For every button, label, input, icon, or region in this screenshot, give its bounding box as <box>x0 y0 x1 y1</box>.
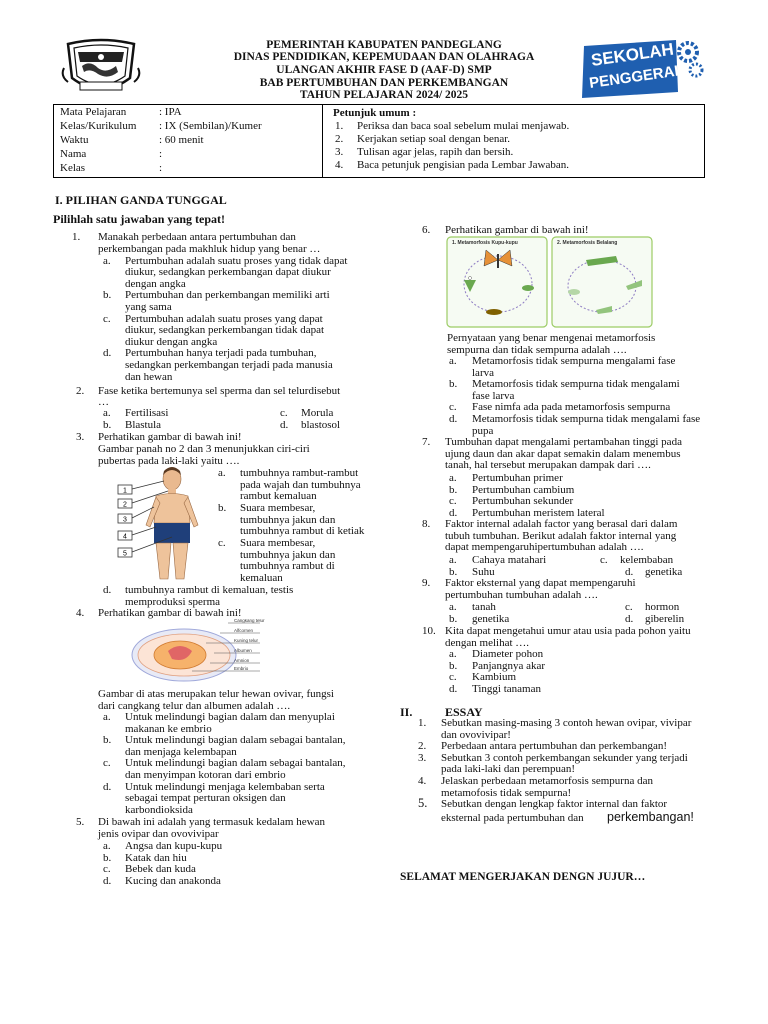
q2-stem-line: … <box>98 396 109 408</box>
essay-number: 3. <box>418 751 427 764</box>
q4-option-label: d. <box>103 780 112 793</box>
q7-stem-line: Tumbuhan dapat mengalami pertambahan tinggi pada <box>445 436 682 448</box>
q6-option-label: d. <box>449 413 458 425</box>
q3-option-d[interactable]: memproduksi sperma <box>125 595 221 608</box>
q6-option-label: c. <box>449 401 457 414</box>
q3-option-c[interactable]: tumbuhnya jakun dan <box>240 548 336 561</box>
q4-option-a[interactable]: Untuk melindungi bagian dalam dan menyuplai <box>125 711 335 723</box>
badge-line2: PENGGERAK <box>588 61 687 92</box>
essay-number: 2. <box>418 740 427 753</box>
q6-stem-line: Perhatikan gambar di bawah ini! <box>445 224 589 236</box>
q3-option-b[interactable]: tumbuhnya jakun dan <box>240 513 336 526</box>
essay-item-3: pada laki-laki dan perempuan! <box>441 763 576 776</box>
q2-stem-line: Fase ketika bertemunya sel sperma dan sel telurdisebut <box>98 385 341 397</box>
section1-instruction: Pilihlah satu jawaban yang tepat! <box>53 212 226 226</box>
q1-option-c[interactable]: Pertumbuhan adalah suatu proses yang dapat <box>125 312 323 325</box>
petunjuk-item: Kerjakan setiap soal dengan benar. <box>357 133 511 145</box>
q7-option-d[interactable]: Pertumbuhan meristem lateral <box>472 506 605 519</box>
boy-label-5: 5 <box>123 550 127 558</box>
egg-label: Albumen <box>234 648 252 653</box>
q10-option-label: b. <box>449 659 458 672</box>
essay-number: 4. <box>418 775 427 787</box>
q4-option-label: c. <box>103 757 111 770</box>
q1-option-label: d. <box>103 347 112 360</box>
essay-item-1: Sebutkan masing-masing 3 contoh hewan ovipar, vivipar <box>441 717 692 729</box>
badge-line1: SEKOLAH <box>589 39 675 70</box>
info-value-kelas-kurikulum: : IX (Sembilan)/Kumer <box>159 120 262 132</box>
metamorphosis-title-2: 2. Metamorfosis Belalang <box>557 240 618 246</box>
q9-stem-line: Faktor eksternal yang dapat mempengaruhi <box>445 577 636 589</box>
q10-option-label: a. <box>449 648 457 660</box>
q1-option-b[interactable]: yang sama <box>125 300 172 313</box>
q7-option-b[interactable]: Pertumbuhan cambium <box>472 483 575 496</box>
q4-option-label: a. <box>103 711 111 723</box>
info-value-waktu: : 60 menit <box>159 134 204 146</box>
q10-number: 10. <box>422 625 436 637</box>
essay-number: 1. <box>418 717 427 729</box>
essay-item-5: eksternal pada pertumbuhan dan <box>441 812 584 825</box>
q7-option-label: b. <box>449 483 458 496</box>
q8-number: 8. <box>422 518 431 530</box>
essay-number: 5. <box>418 796 428 811</box>
egg-label: Alfcornen <box>234 628 254 633</box>
petunjuk-num: 1. <box>335 120 344 132</box>
q1-stem-line: perkembangan pada makhluk hidup yang benar … <box>98 242 321 255</box>
q9-stem-line: pertumbuhan tumbuhan adalah …. <box>445 588 598 601</box>
q8-option-label: a. <box>449 554 457 566</box>
header-line-5: TAHUN PELAJARAN 2024/ 2025 <box>299 89 469 101</box>
q3-option-a[interactable]: tumbuhnya rambut-rambut <box>240 467 359 479</box>
info-box <box>53 104 705 178</box>
q5-option-label: c. <box>103 863 111 876</box>
petunjuk-item: Periksa dan baca soal sebelum mulai menjawab. <box>357 120 570 132</box>
q4-option-c[interactable]: dan menyimpan kotoran dari embrio <box>125 769 286 781</box>
q4-option-b[interactable]: Untuk melindungi bagian dalam sebagai bantalan, <box>125 734 346 747</box>
q6-option-d[interactable]: Metamorfosis tidak sempurna tidak mengalami fase <box>472 413 701 425</box>
q8-option-label: b. <box>449 566 458 578</box>
q1-option-label: b. <box>103 289 112 302</box>
q4-option-a[interactable]: makanan ke embrio <box>125 722 212 735</box>
egg-label: Kuning telur <box>234 638 259 643</box>
info-value-mapel: : IPA <box>159 106 182 118</box>
info-label-kelas-kurikulum: Kelas/Kurikulum <box>60 120 137 132</box>
q4-option-c[interactable]: Untuk melindungi bagian dalam sebagai bantalan, <box>125 757 346 770</box>
q3-option-label: d. <box>103 584 112 596</box>
q2-option-c[interactable]: Morula <box>301 407 334 419</box>
q10-option-label: d. <box>449 682 458 695</box>
q3-option-b[interactable]: tumbuhnya rambut di ketiak <box>240 525 365 538</box>
essay-item-5: Sebutkan dengan lengkap faktor internal dan faktor <box>441 798 668 811</box>
boy-puberty-image <box>116 467 212 583</box>
q3-option-label: a. <box>218 467 226 479</box>
header-line-3: ULANGAN AKHIR FASE D (AAF-D) SMP <box>276 64 492 76</box>
essay-item-3: Sebutkan 3 contoh perkembangan sekunder yang terjadi <box>441 751 688 764</box>
info-value-nama: : <box>159 148 163 160</box>
q10-option-d[interactable]: Tinggi tanaman <box>472 682 541 695</box>
q6-option-a[interactable]: larva <box>472 366 494 379</box>
q3-option-d[interactable]: tumbuhnya rambut di kemaluan, testis <box>125 584 294 596</box>
q9-option-label: b. <box>449 613 458 625</box>
boy-label-1: 1 <box>123 487 127 495</box>
q3-option-a[interactable]: pada wajah dan tumbuhnya <box>240 478 361 491</box>
q1-option-d[interactable]: Pertumbuhan hanya terjadi pada tumbuhan, <box>125 347 317 360</box>
q6-option-d[interactable]: pupa <box>472 424 494 437</box>
q1-stem-line: Manakah perbedaan antara pertumbuhan dan <box>98 231 296 243</box>
section2-title: ESSAY <box>445 705 483 719</box>
q1-option-c[interactable]: diukur, sedangkan perkembangan tidak dapat <box>125 324 325 337</box>
section2-number: II. <box>400 705 413 719</box>
q8-stem-line: dapat mempengaruhipertumbuhan adalah …. <box>445 541 644 554</box>
q6-option-b[interactable]: Metamorfosis tidak sempurna tidak mengalami <box>472 378 680 391</box>
q7-option-c[interactable]: Pertumbuhan sekunder <box>472 495 574 508</box>
q9-option-label: c. <box>625 601 633 613</box>
q5-stem-line: Di bawah ini adalah yang termasuk kedalam hewan <box>98 816 325 828</box>
q2-option-a[interactable]: Fertilisasi <box>125 407 169 419</box>
egg-label: Embrio <box>234 666 249 671</box>
q5-option-label: d. <box>103 874 112 887</box>
q1-option-label: a. <box>103 254 111 267</box>
petunjuk-num: 4. <box>335 159 344 171</box>
boy-label-3: 3 <box>123 516 127 524</box>
q1-option-label: c. <box>103 312 111 325</box>
q10-stem-line: Kita dapat mengetahui umur atau usia pada pohon yaitu <box>445 625 691 637</box>
q3-number: 3. <box>76 431 85 443</box>
q5-stem-line: jenis ovipar dan ovovivipar <box>98 828 219 840</box>
q3-option-c[interactable]: Suara membesar, <box>240 537 316 549</box>
essay-item-5-tail: perkembangan! <box>607 809 694 824</box>
q8-option-label: c. <box>600 554 608 566</box>
q7-stem-line: tanah, hal tersebut merupakan dampak dari …. <box>445 459 651 472</box>
q1-option-d[interactable]: sedangkan perkembangan terjadi pada manusia <box>125 358 333 371</box>
petunjuk-item: Tulisan agar jelas, rapih dan bersih. <box>357 146 514 158</box>
q4-option-b[interactable]: dan menjaga kelembapan <box>125 745 237 758</box>
q8-stem-line: tubuh tumbuhan. Berikut adalah faktor internal yang <box>445 529 677 542</box>
essay-item-1: dan ovovivipar! <box>441 728 511 741</box>
q7-option-label: a. <box>449 472 457 484</box>
petunjuk-item: Baca petunjuk pengisian pada Lembar Jawaban. <box>357 159 569 171</box>
q5-number: 5. <box>76 816 85 828</box>
header-line-2: DINAS PENDIDIKAN, KEPEMUDAAN DAN OLAHRAGA <box>233 51 535 63</box>
egg-label: Amnion <box>234 658 250 663</box>
q5-option-label: b. <box>103 851 112 864</box>
q8-option-b[interactable]: Suhu <box>472 566 495 578</box>
q4-number: 4. <box>76 607 85 619</box>
q4-stem-line: Gambar di atas merupakan telur hewan ovivar, fungsi <box>98 688 334 700</box>
q7-option-label: c. <box>449 495 457 508</box>
q5-option-label: a. <box>103 840 111 852</box>
q10-stem-line: dengan melihat …. <box>445 636 530 649</box>
q3-option-c[interactable]: tumbuhnya rambut di <box>240 560 335 573</box>
q7-option-a[interactable]: Pertumbuhan primer <box>472 472 563 484</box>
q6-option-a[interactable]: Metamorfosis tidak sempurna mengalami fase <box>472 355 676 367</box>
q2-number: 2. <box>76 385 85 397</box>
q8-option-label: d. <box>625 566 634 578</box>
sekolah-penggerak-logo <box>578 38 706 100</box>
closing-text: SELAMAT MENGERJAKAN DENGN JUJUR… <box>400 871 646 883</box>
q3-stem-line: Perhatikan gambar di bawah ini! <box>98 431 242 443</box>
q6-stem-line: Pernyataan yang benar mengenai metamorfosis <box>447 332 656 344</box>
header-line-1: PEMERINTAH KABUPATEN PANDEGLANG <box>266 39 502 51</box>
egg-label: Cangkang telur <box>234 619 265 623</box>
metamorphosis-title-1: 1. Metamorfosis Kupu-kupu <box>452 240 518 246</box>
section1-title: I. PILIHAN GANDA TUNGGAL <box>55 193 227 207</box>
q4-option-d[interactable]: sebagai tempat perturan oksigen dan <box>125 792 286 805</box>
q10-option-a[interactable]: Diameter pohon <box>472 648 544 660</box>
q3-option-label: c. <box>218 537 226 549</box>
header-line-4: BAB PERTUMBUHAN DAN PERKEMBANGAN <box>259 77 509 89</box>
q1-number: 1. <box>72 231 81 243</box>
q9-option-a[interactable]: tanah <box>472 601 496 613</box>
q1-option-a[interactable]: diukur, sedangkan perkembangan dapat diukur <box>125 266 331 279</box>
q7-number: 7. <box>422 436 431 448</box>
q8-option-d[interactable]: genetika <box>645 566 683 578</box>
q1-option-a[interactable]: Pertumbuhan adalah suatu proses yang tidak dapat <box>125 254 348 267</box>
q2-option-label: b. <box>103 419 112 431</box>
q2-option-b[interactable]: Blastula <box>125 419 162 431</box>
q7-stem-line: ujung daun dan akar dapat semakin dalam menembus <box>445 447 681 460</box>
q1-option-d[interactable]: dan hewan <box>125 370 173 383</box>
q9-option-label: a. <box>449 601 457 613</box>
q6-option-c[interactable]: Fase nimfa ada pada metamorfosis sempurna <box>472 401 671 414</box>
q8-option-c[interactable]: kelembaban <box>620 554 674 566</box>
q6-number: 6. <box>422 224 431 236</box>
q10-option-c[interactable]: Kambium <box>472 671 516 684</box>
q6-option-b[interactable]: fase larva <box>472 389 515 402</box>
q4-stem-line: dari cangkang telur dan albumen adalah …. <box>98 699 291 712</box>
petunjuk-num: 2. <box>335 133 344 145</box>
q4-stem-line: Perhatikan gambar di bawah ini! <box>98 607 242 619</box>
info-label-waktu: Waktu <box>60 134 89 146</box>
q7-option-label: d. <box>449 506 458 519</box>
q3-option-a[interactable]: rambut kemaluan <box>240 490 317 503</box>
metamorphosis-image <box>446 236 654 328</box>
q9-number: 9. <box>422 577 431 589</box>
q1-option-c[interactable]: diukur dengan angka <box>125 335 218 348</box>
essay-item-4: metamofosis tidak sempurna! <box>441 786 572 799</box>
q6-stem-line: sempurna dan tidak sempurna adalah …. <box>447 343 627 356</box>
info-label-nama: Nama <box>60 148 87 160</box>
boy-label-4: 4 <box>123 533 127 541</box>
q9-option-d[interactable]: giberelin <box>645 613 685 625</box>
egg-structure-image <box>128 619 278 683</box>
petunjuk-title: Petunjuk umum : <box>333 107 417 119</box>
info-label-kelas: Kelas <box>60 162 86 174</box>
q9-option-b[interactable]: genetika <box>472 613 510 625</box>
q1-option-b[interactable]: Pertumbuhan dan perkembangan memiliki arti <box>125 289 330 302</box>
q4-option-d[interactable]: karbondioksida <box>125 803 193 816</box>
q3-option-c[interactable]: kemaluan <box>240 571 283 584</box>
q10-option-b[interactable]: Panjangnya akar <box>472 659 545 672</box>
q3-option-label: b. <box>218 502 227 514</box>
q2-option-d[interactable]: blastosol <box>301 419 341 431</box>
q1-option-a[interactable]: dengan angka <box>125 277 186 290</box>
q4-option-d[interactable]: Untuk melindungi menjaga kelembaban serta <box>125 780 325 793</box>
q5-option-b[interactable]: Katak dan hiu <box>125 851 187 864</box>
q8-stem-line: Faktor internal adalah factor yang berasal dari dalam <box>445 518 678 530</box>
q8-option-a[interactable]: Cahaya matahari <box>472 554 547 566</box>
info-value-kelas: : <box>159 162 163 174</box>
info-label-mapel: Mata Pelajaran <box>60 106 127 118</box>
q3-option-b[interactable]: Suara membesar, <box>240 502 316 514</box>
q5-option-c[interactable]: Bebek dan kuda <box>125 863 196 876</box>
q2-option-label: c. <box>280 407 288 419</box>
q5-option-a[interactable]: Angsa dan kupu-kupu <box>125 840 223 852</box>
q6-option-label: a. <box>449 355 457 367</box>
q3-stem-line: pubertas pada laki-laki yaitu …. <box>98 455 240 467</box>
essay-item-4: Jelaskan perbedaan metamorfosis sempurna dan <box>441 775 653 787</box>
q6-option-label: b. <box>449 378 458 391</box>
q4-option-label: b. <box>103 734 112 747</box>
q2-option-label: a. <box>103 407 111 419</box>
essay-item-2: Perbedaan antara pertumbuhan dan perkembangan! <box>441 740 668 753</box>
boy-label-2: 2 <box>123 501 127 509</box>
q10-option-label: c. <box>449 671 457 684</box>
q9-option-label: d. <box>625 613 634 625</box>
petunjuk-num: 3. <box>335 146 344 158</box>
q2-option-label: d. <box>280 419 289 431</box>
q9-option-c[interactable]: hormon <box>645 601 680 613</box>
q5-option-d[interactable]: Kucing dan anakonda <box>125 874 221 887</box>
q3-stem-line: Gambar panah no 2 dan 3 menunjukkan ciri-ciri <box>98 443 310 455</box>
